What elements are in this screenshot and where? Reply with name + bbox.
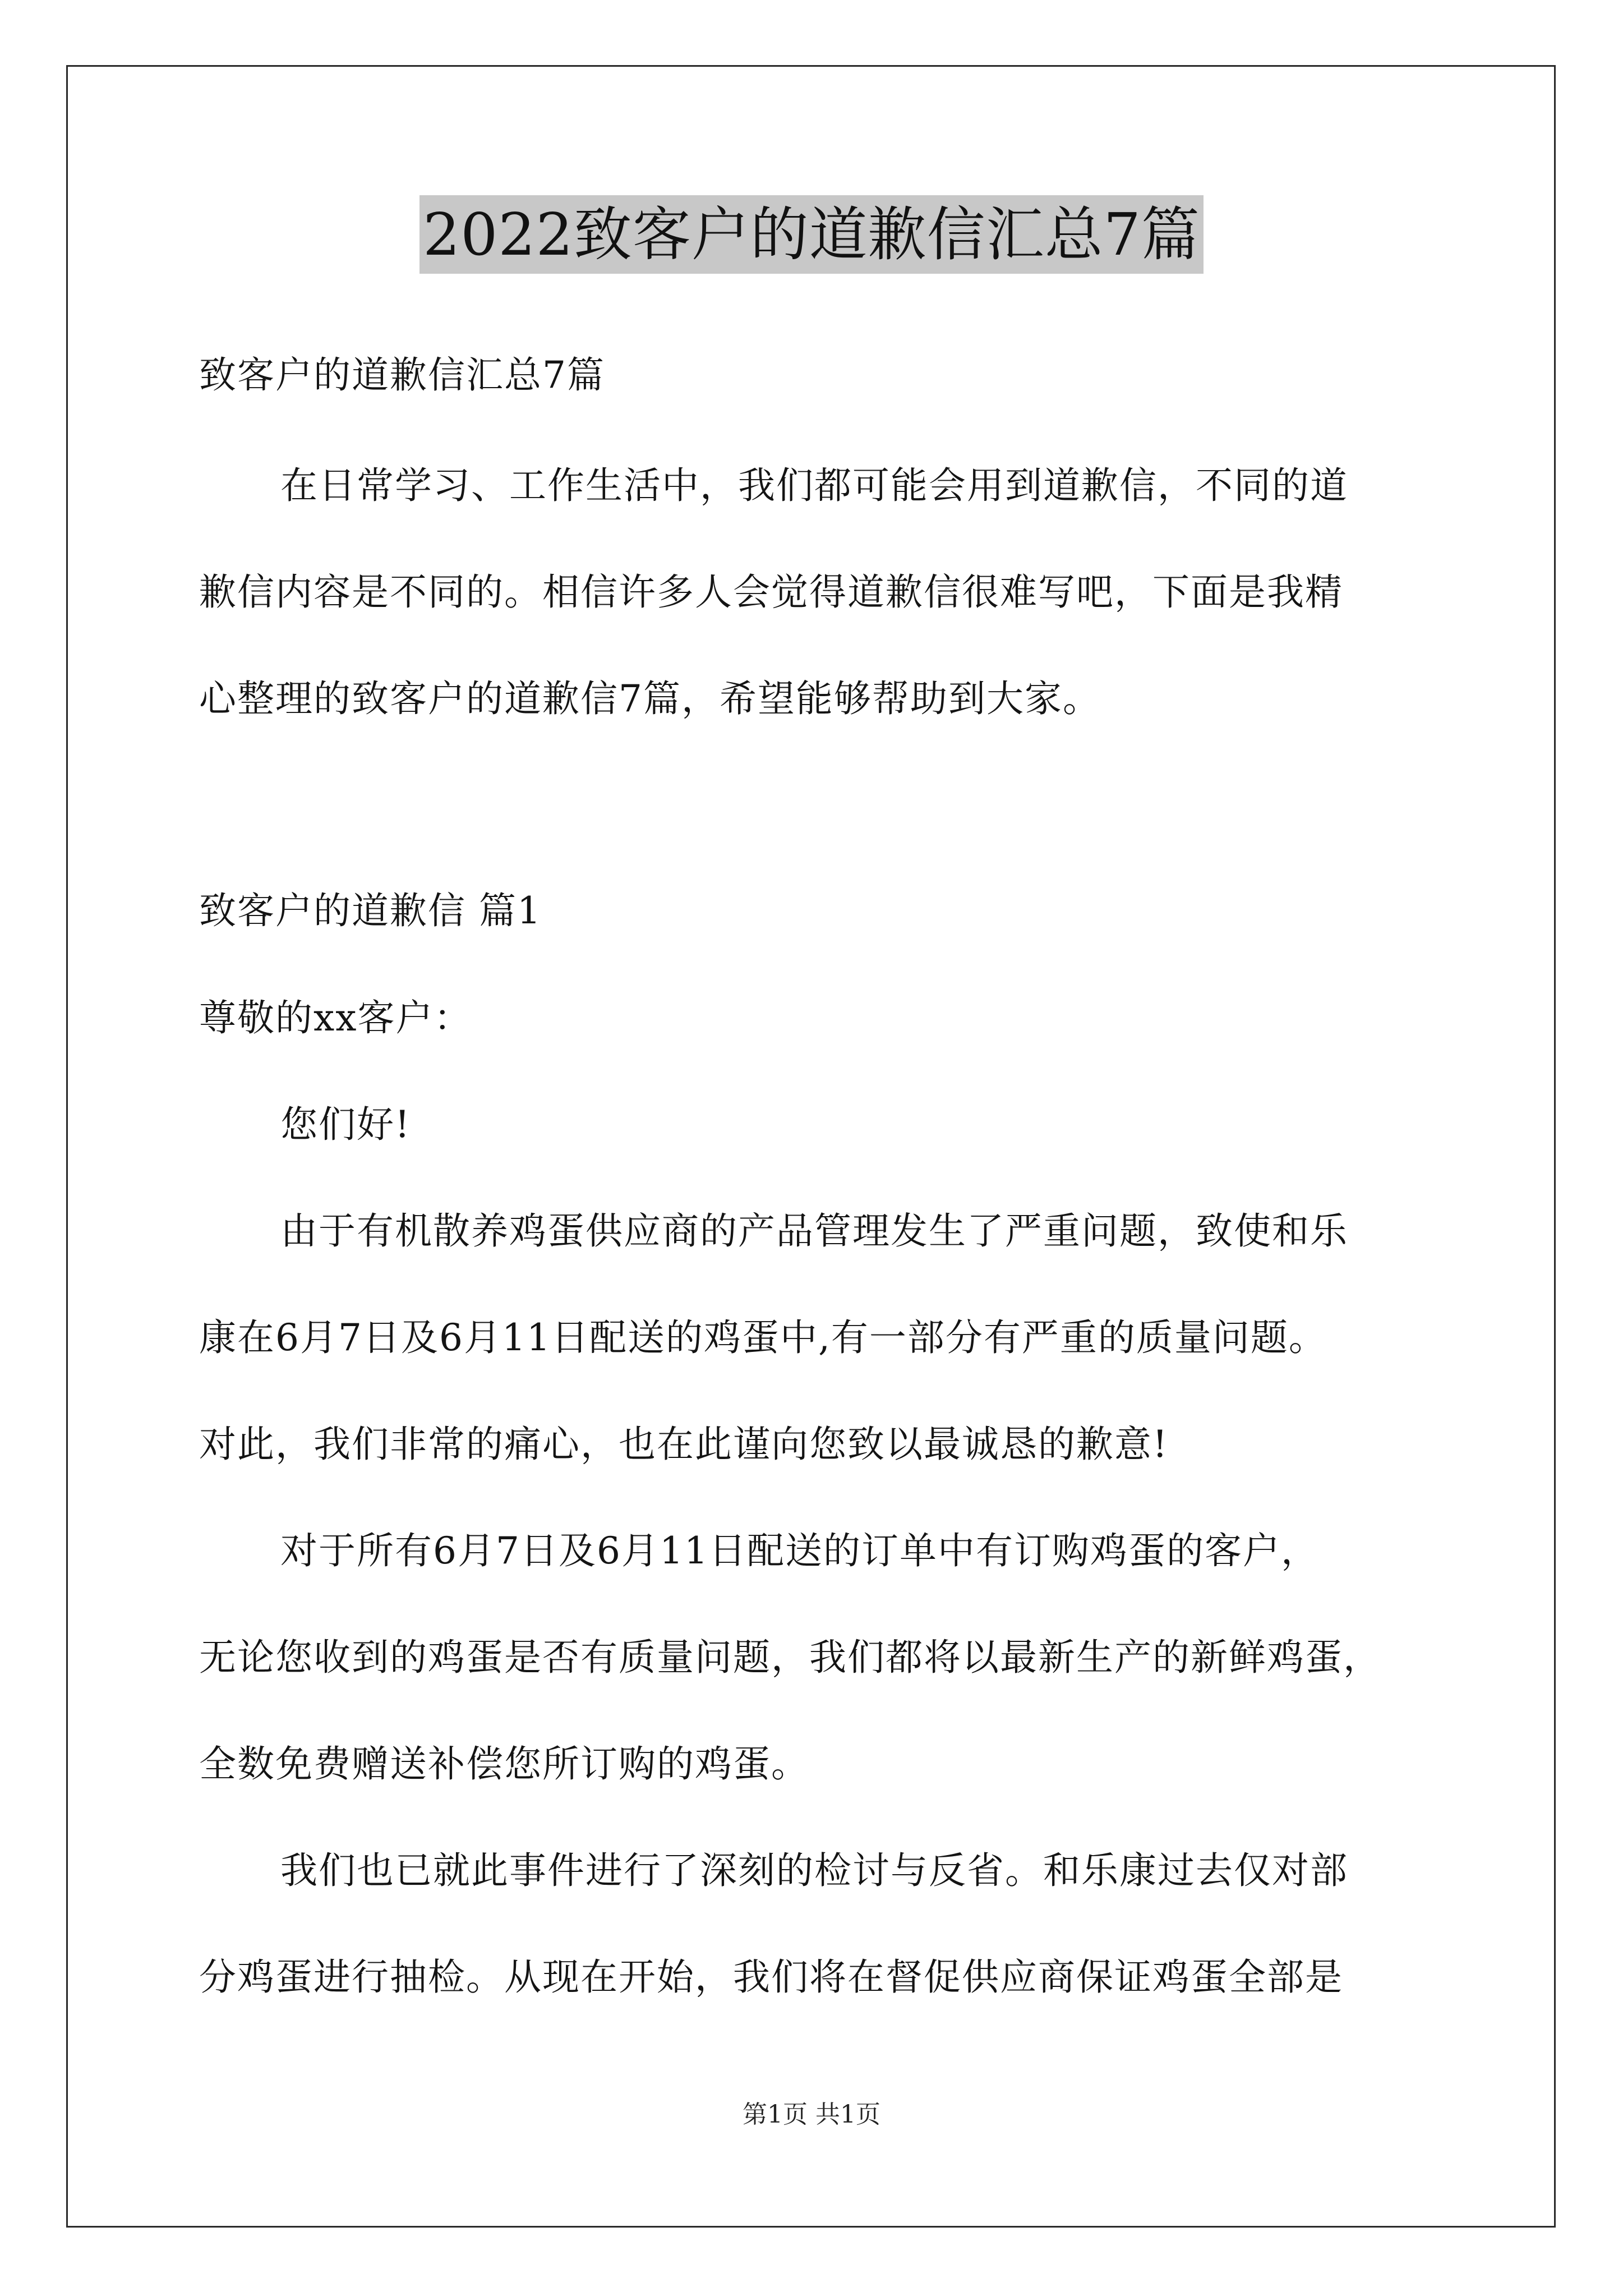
paragraph-3-line-1: 我们也已就此事件进行了深刻的检讨与反省。和乐康过去仅对部 <box>280 1849 1348 1892</box>
paragraph-1-line-1: 由于有机散养鸡蛋供应商的产品管理发生了严重问题，致使和乐 <box>280 1209 1348 1253</box>
paragraph-2-line-1: 对于所有6月7日及6月11日配送的订单中有订购鸡蛋的客户， <box>280 1529 1319 1572</box>
salutation: 尊敬的xx客户： <box>199 996 472 1039</box>
page-number-footer: 第1页 共1页 <box>743 2100 880 2129</box>
intro-line-2: 歉信内容是不同的。相信许多人会觉得道歉信很难写吧，下面是我精 <box>199 570 1343 614</box>
paragraph-1-line-2: 康在6月7日及6月11日配送的鸡蛋中,有一部分有严重的质量问题。 <box>199 1316 1327 1359</box>
paragraph-2-line-2: 无论您收到的鸡蛋是否有质量问题，我们都将以最新生产的新鲜鸡蛋， <box>199 1636 1381 1679</box>
greeting: 您们好! <box>280 1103 411 1146</box>
intro-line-1: 在日常学习、工作生活中，我们都可能会用到道歉信，不同的道 <box>280 464 1348 507</box>
paragraph-2-line-3: 全数免费赠送补偿您所订购的鸡蛋。 <box>199 1742 809 1786</box>
paragraph-3-line-2: 分鸡蛋进行抽检。从现在开始，我们将在督促供应商保证鸡蛋全部是 <box>199 1955 1343 1999</box>
document-subtitle: 致客户的道歉信汇总7篇 <box>199 353 605 397</box>
intro-line-3: 心整理的致客户的道歉信7篇，希望能够帮助到大家。 <box>199 677 1101 720</box>
section-heading: 致客户的道歉信 篇1 <box>199 889 542 932</box>
document-title: 2022致客户的道歉信汇总7篇 <box>419 195 1204 274</box>
title-container <box>0 195 1623 274</box>
paragraph-1-line-3: 对此，我们非常的痛心，也在此谨向您致以最诚恳的歉意! <box>199 1423 1169 1466</box>
